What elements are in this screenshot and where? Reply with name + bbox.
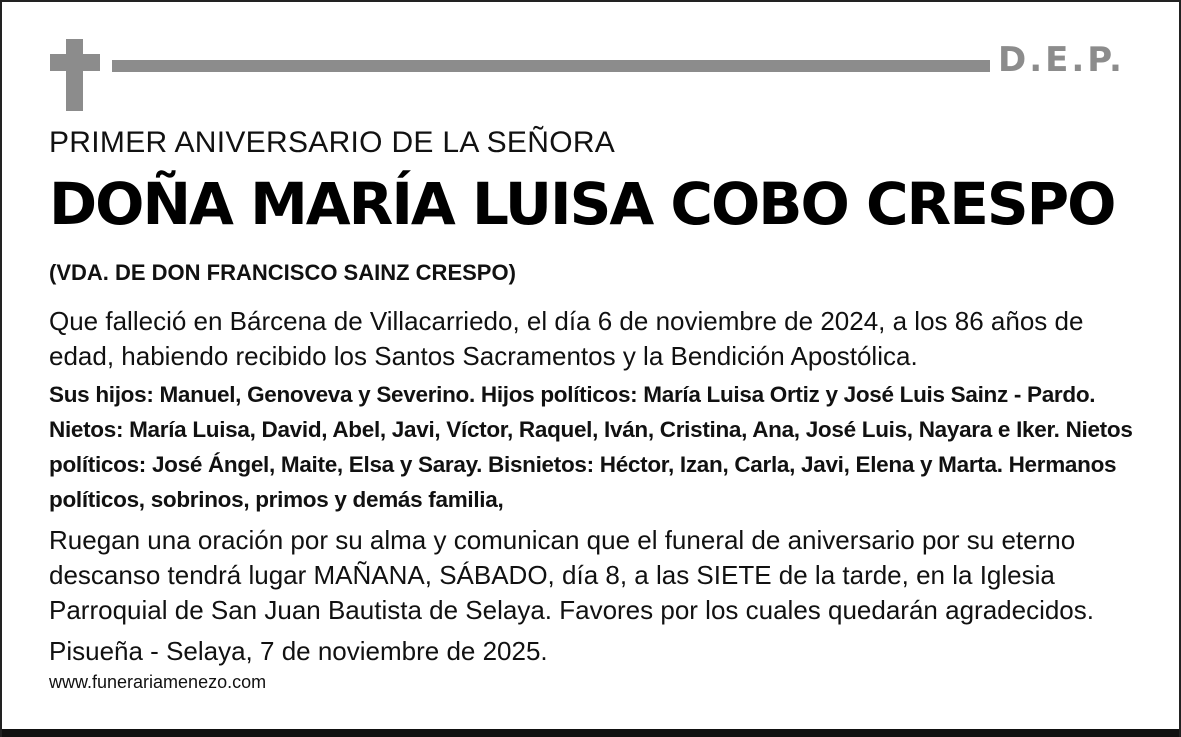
deceased-name: DOÑA MARÍA LUISA COBO CRESPO [49,170,1115,238]
website-link[interactable]: www.funerariamenezo.com [49,672,267,692]
header-divider [112,60,990,72]
dep-label: D.E.P. [998,40,1125,80]
notice-subtitle: PRIMER ANIVERSARIO DE LA SEÑORA [49,126,616,159]
widow-note: (VDA. DE DON FRANCISCO SAINZ CRESPO) [49,260,516,285]
place-date: Pisueña - Selaya, 7 de noviembre de 2025. [49,636,548,666]
family-paragraph: Sus hijos: Manuel, Genoveva y Severino. Hijos políticos: María Luisa Ortiz y José Luis Sainz - Pardo. Nietos: María Luisa, David, Abel, Javi, Víctor, Raquel, Iván, Cristina, Ana, José Luis, Nayara e Iker. Nietos políticos: José Ángel, Maite, Elsa y Saray. Bisnietos: Héctor, Izan, Carla, Javi, Elena y Marta. Hermanos políticos, sobrinos, primos y demás familia, [49,382,1133,512]
bottom-border [2,729,1179,737]
request-paragraph: Ruegan una oración por su alma y comunican que el funeral de aniversario por su eterno descanso tendrá lugar MAÑANA, SÁBADO, día 8, a las SIETE de la tarde, en la Iglesia Parroquial de San Juan Bautista de Selaya. Favores por los cuales quedarán agradecidos. [49,525,1094,625]
death-paragraph: Que falleció en Bárcena de Villacarriedo, el día 6 de noviembre de 2024, a los 86 años de edad, habiendo recibido los Santos Sacramentos y la Bendición Apostólica. [49,306,1084,371]
